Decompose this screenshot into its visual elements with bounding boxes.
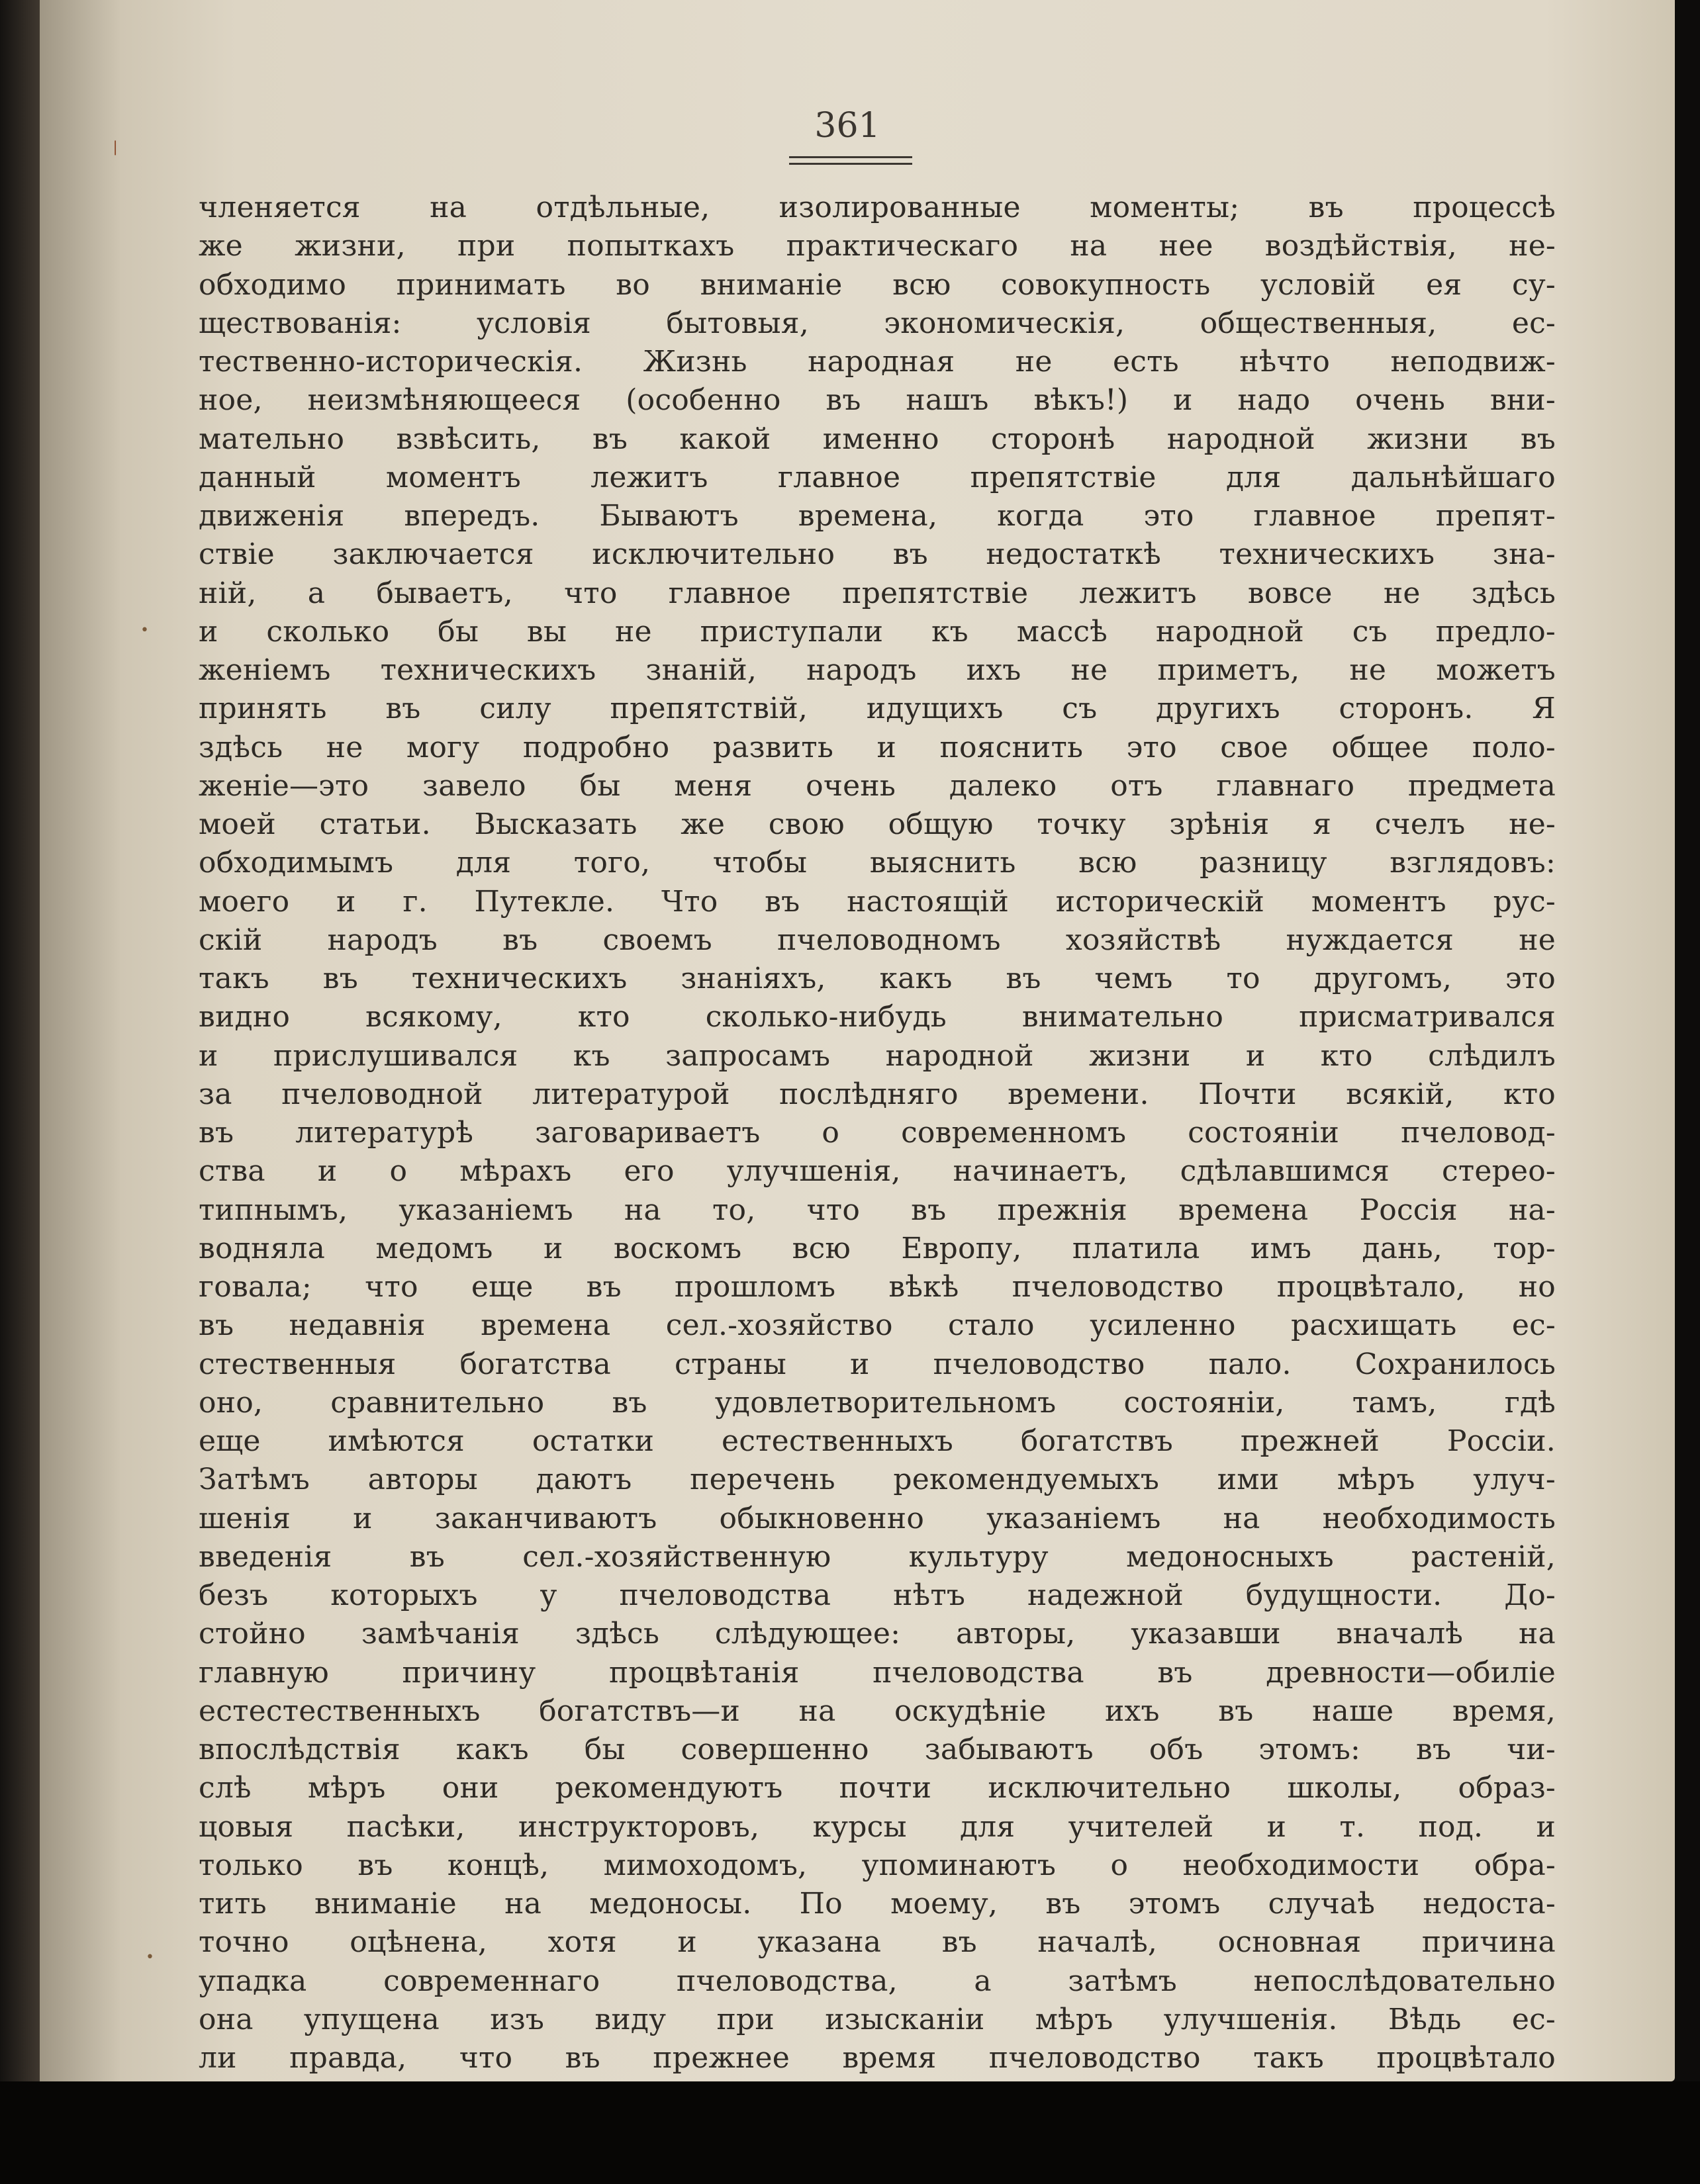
text-line: стественныя богатства страны и пчеловодство пало. Сохранилось [199,1347,1556,1381]
scan-background [0,2081,1700,2184]
body-text [199,189,1556,2077]
text-line: безъ которыхъ у пчеловодства нѣтъ надежной будущности. До- [199,1578,1556,1612]
header-rule [789,156,912,158]
text-line: такъ въ техническихъ знаніяхъ, какъ въ чемъ то другомъ, это [199,962,1556,995]
text-line: данный моментъ лежитъ главное препятствіе для дальнѣйшаго [199,460,1556,494]
text-line: движенія впередъ. Бываютъ времена, когда это главное препят- [199,499,1556,533]
margin-mark: ❘ [109,139,122,156]
text-line: введенія въ сел.-хозяйственную культуру медоносныхъ растеній, [199,1539,1556,1574]
text-line: впослѣдствія какъ бы совершенно забываютъ объ этомъ: въ чи- [199,1733,1556,1766]
text-line: только въ концѣ, мимоходомъ, упоминаютъ о необходимости обра- [199,1848,1556,1882]
text-line: ное, неизмѣняющееся (особенно въ нашъ вѣкъ!) и надо очень вни- [199,383,1556,418]
text-line: же жизни, при попыткахъ практическаго на нее воздѣйствія, не- [199,229,1556,263]
text-line: Затѣмъ авторы даютъ перечень рекомендуемыхъ ими мѣръ улуч- [199,1463,1556,1497]
text-line: за пчеловодной литературой послѣдняго времени. Почти всякій, кто [199,1077,1556,1111]
text-line: водняла медомъ и воскомъ всю Европу, платила имъ дань, тор- [199,1231,1556,1265]
text-line: скій народъ въ своемъ пчеловодномъ хозяйствѣ нуждается не [199,923,1556,957]
text-line: принять въ силу препятствій, идущихъ съ другихъ сторонъ. Я [199,692,1556,726]
margin-dot: • [146,1949,154,1966]
text-line: шенія и заканчиваютъ обыкновенно указаніемъ на необходимость [199,1501,1556,1535]
text-line: ства и о мѣрахъ его улучшенія, начинаетъ, сдѣлавшимся стерео- [199,1154,1556,1189]
text-line: слѣ мѣръ они рекомендуютъ почти исключительно школы, образ- [199,1771,1556,1805]
text-line: ществованія: условія бытовыя, экономическія, общественныя, ес- [199,306,1556,340]
text-line: обходимо принимать во вниманіе всю совокупность условій ея су- [199,267,1556,302]
text-line: она упущена изъ виду при изысканіи мѣръ улучшенія. Вѣдь ес- [199,2002,1556,2036]
header-rule [789,163,912,165]
text-line: и сколько бы вы не приступали къ массѣ народной съ предло- [199,614,1556,649]
text-line: естестественныхъ богатствъ—и на оскудѣніе ихъ въ наше время, [199,1694,1556,1728]
text-line: упадка современнаго пчеловодства, а затѣмъ непослѣдовательно [199,1964,1556,1998]
text-line: женіемъ техническихъ знаній, народъ ихъ не приметъ, не можетъ [199,653,1556,687]
text-line: въ недавнія времена сел.-хозяйство стало усиленно расхищать ес- [199,1308,1556,1343]
text-line: здѣсь не могу подробно развить и пояснить это свое общее поло- [199,730,1556,764]
text-line: главную причину процвѣтанія пчеловодства въ древности—обиліе [199,1655,1556,1690]
text-line: моей статьи. Высказать же свою общую точку зрѣнія я счелъ не- [199,807,1556,841]
text-line: тить вниманіе на медоносы. По моему, въ этомъ случаѣ недоста- [199,1887,1556,1921]
text-line: моего и г. Путекле. Что въ настоящій историческій моментъ рус- [199,884,1556,919]
text-line: мательно взвѣсить, въ какой именно сторонѣ народной жизни въ [199,422,1556,456]
text-line: женіе—это завело бы меня очень далеко отъ главнаго предмета [199,768,1556,803]
text-line: оно, сравнительно въ удовлетворительномъ состояніи, тамъ, гдѣ [199,1385,1556,1420]
text-line: точно оцѣнена, хотя и указана въ началѣ, основная причина [199,1925,1556,1960]
margin-dot: • [140,622,149,639]
page-number: 361 [814,106,880,146]
text-line: членяется на отдѣльные, изолированные моменты; въ процессѣ [199,191,1556,224]
text-line: типнымъ, указаніемъ на то, что въ прежнія времена Россія на- [199,1193,1556,1227]
text-line: обходимымъ для того, чтобы выяснить всю разницу взглядовъ: [199,846,1556,880]
text-line: ли правда, что въ прежнее время пчеловодство такъ процвѣтало [199,2041,1556,2075]
text-line: тественно-историческія. Жизнь народная не есть нѣчто неподвиж- [199,345,1556,379]
text-line: ствіе заключается исключительно въ недостаткѣ техническихъ зна- [199,537,1556,572]
text-line: говала; что еще въ прошломъ вѣкѣ пчеловодство процвѣтало, но [199,1270,1556,1304]
text-line: ній, а бываетъ, что главное препятствіе лежитъ вовсе не здѣсь [199,576,1556,610]
text-line: видно всякому, кто сколько-нибудь внимательно присматривался [199,1000,1556,1034]
text-line: въ литературѣ заговариваетъ о современномъ состояніи пчеловод- [199,1116,1556,1150]
text-line: и прислушивался къ запросамъ народной жизни и кто слѣдилъ [199,1038,1556,1073]
text-line: цовыя пасѣки, инструкторовъ, курсы для учителей и т. под. и [199,1809,1556,1844]
text-line: еще имѣются остатки естественныхъ богатствъ прежней Россіи. [199,1424,1556,1458]
text-line: стойно замѣчанія здѣсь слѣдующее: авторы, указавши вначалѣ на [199,1617,1556,1651]
